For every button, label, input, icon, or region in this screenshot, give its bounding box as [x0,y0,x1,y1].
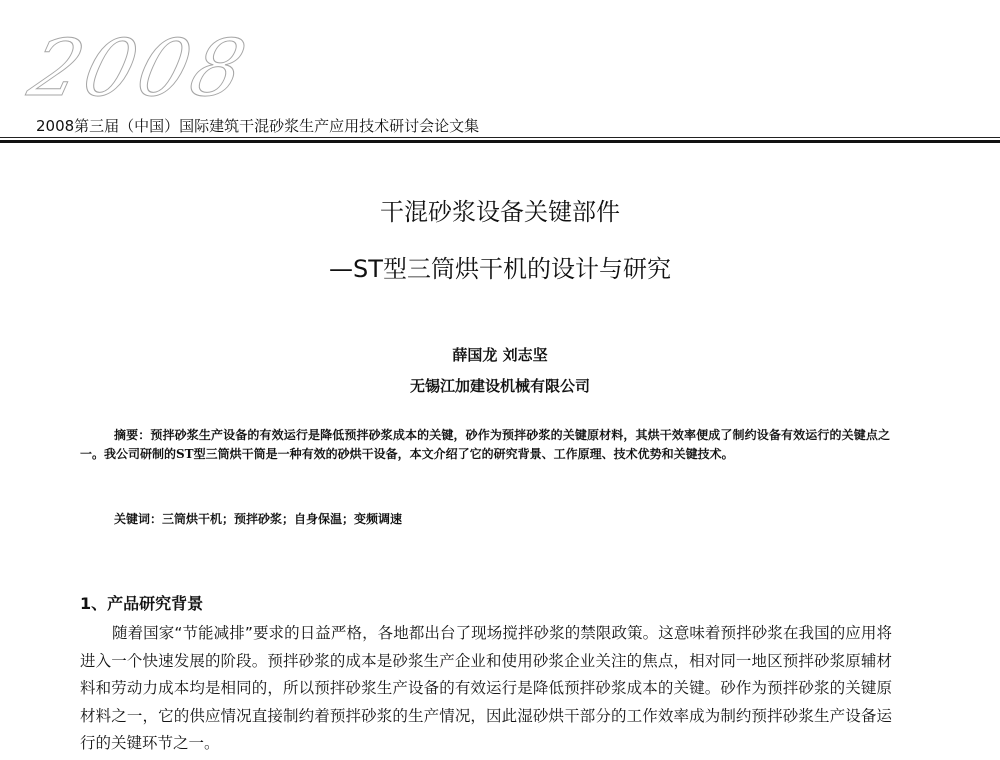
header-rule-thin [0,137,1000,138]
paper-abstract: 摘要：预拌砂浆生产设备的有效运行是降低预拌砂浆成本的关键，砂作为预拌砂浆的关键原材料，其烘干效率便成了制约设备有效运行的关键点之一。我公司研制的ST型三筒烘干筒是一种有效的砂烘干设备，本文介绍了它的研究背景、工作原理、技术优势和关键技术。 [80,428,890,461]
section-1-body: 随着国家“节能减排”要求的日益严格，各地都出台了现场搅拌砂浆的禁限政策。这意味着预拌砂浆在我国的应用将进入一个快速发展的阶段。预拌砂浆的成本是砂浆生产企业和使用砂浆企业关注的焦点，相对同一地区预拌砂浆原辅材料和劳动力成本均是相同的，所以预拌砂浆生产设备的有效运行是降低预拌砂浆成本的关键。砂作为预拌砂浆的关键原材料之一，它的供应情况直接制约着预拌砂浆的生产情况，因此湿砂烘干部分的工作效率成为制约预拌砂浆生产设备运行的关键环节之一。 [80,624,892,752]
proceedings-series-title: 2008第三届（中国）国际建筑干混砂浆生产应用技术研讨会论文集 [36,117,480,135]
section-1-heading: 1、产品研究背景 [80,594,204,613]
year-watermark: 2008 [20,24,258,114]
paper-title-line1: 干混砂浆设备关键部件 [380,198,620,226]
paper-authors: 薛国龙 刘志坚 [452,346,548,364]
header-rule-thick [0,140,1000,143]
paper-title-line2: —ST型三筒烘干机的设计与研究 [329,255,671,283]
paper-affiliation: 无锡江加建设机械有限公司 [409,377,590,395]
paper-keywords: 关键词：三筒烘干机；预拌砂浆；自身保温；变频调速 [114,512,403,526]
